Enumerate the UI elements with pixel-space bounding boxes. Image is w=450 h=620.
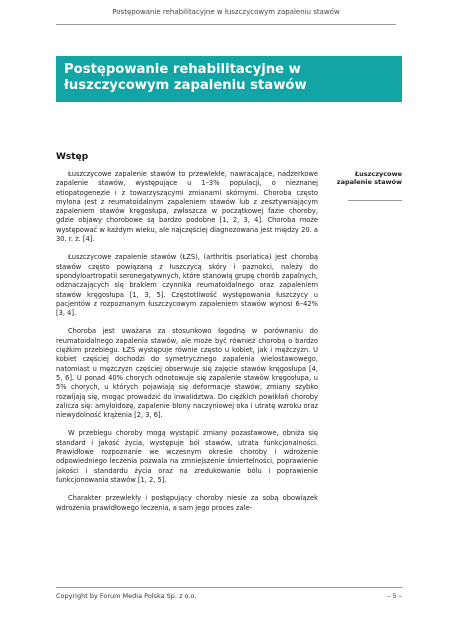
body-text: [56, 170, 318, 522]
paragraph: Łuszczycowe zapalenie stawów to przewlekłe, nawracające, nadżerkowe zapalenie stawów, występujące u 1–3% populacji, o nieznanej etiopatogenezie i z towarzyszącymi zmianami skórnymi. Choroba często mylona jest z reumatoidalnym zapaleniem stawów lub z zesztywniającym zapaleniem stawów kręgosłupa, zwłaszcza w początkowej fazie choroby, gdzie objawy chorobowe są bardzo podobne [1, 2, 3, 4]. Choroba może występować w każdym wieku, ale najczęściej diagnozowana jest między 20. a 30. r. ż. [4].: [56, 170, 318, 244]
chapter-title-banner: [56, 56, 402, 102]
paragraph: Choroba jest uważana za stosunkowo łagodną w porównaniu do reumatoidalnego zapalenia stawów, ale może być również chorobą o bardzo ciężkim przebiegu. ŁZS występuje równie często u kobiet, jak i mężczyzn. U kobiet częściej dochodzi do symetrycznego zapalenia wielostawowego, natomiast u mężczyzn częściej obserwuje się zajęcie stawów kręgosłupa [4, 5, 6]. U ponad 40% chorych odnotowuje się zapalenie stawów kręgosłupa, u 5% chorych, u których pojawiają się deformacje stawów, zmiany szybko rozwijają się, mogąc prowadzić do inwalidztwa. Do ciężkich powikłań choroby zalicza się: amyloidozę, zapalenie błony naczyniowej oka i utratę wzroku oraz niewydolność krążenia [2, 3, 6].: [56, 327, 318, 420]
running-header: [56, 0, 396, 25]
section-heading: Wstęp: [56, 152, 89, 162]
side-note-divider: [348, 200, 402, 201]
footer-page-number: – 5 –: [387, 592, 402, 600]
paragraph: W przebiegu choroby mogą wystąpić zmiany pozastawowe, obniża się standard i jakość życia, występuje ból stawów, utrata funkcjonalności. Prawidłowe rozpoznanie we wczesnym okresie choroby i wdrożenie odpowiedniego leczenia pozwala na zmniejszenie śmiertelności, poprawienie jakości i standardu życia oraz na zredukowanie bólu i poprawienie funkcjonowania stawów [1, 2, 5].: [56, 429, 318, 484]
paragraph: Charakter przewlekły i postępujący choroby niesie za sobą obowiązek wdrożenia prawidłowego leczenia, a sam jego proces zale-: [56, 494, 318, 512]
paragraph: Łuszczycowe zapalenie stawów (ŁZS), (arthritis psoriatica) jest chorobą stawów często powiązaną z łuszczycą skóry i paznokci, należy do spondyloartropatii seronegatywnych, które stanowią grupę chorób zapalnych, odznaczających się brakiem czynnika reumatoidalnego oraz zapaleniem stawów kręgosłupa [1, 3, 5]. Częstotliwość występowania łuszczycy u pacjentów z rozpoznanym łuszczycowym zapaleniem stawów wynosi 6–42% [3, 4].: [56, 253, 318, 318]
footer-divider: [56, 587, 402, 588]
chapter-title: Postępowanie rehabilitacyjne w łuszczycowym zapaleniu stawów: [64, 62, 307, 93]
footer-copyright: Copyright by Forum Media Polska Sp. z o.o.: [56, 592, 197, 600]
running-header-title: Postępowanie rehabilitacyjne w łuszczycowym zapaleniu stawów: [112, 8, 340, 16]
side-note: Łuszczycowe zapalenie stawów: [336, 170, 402, 186]
footer: [56, 592, 402, 600]
